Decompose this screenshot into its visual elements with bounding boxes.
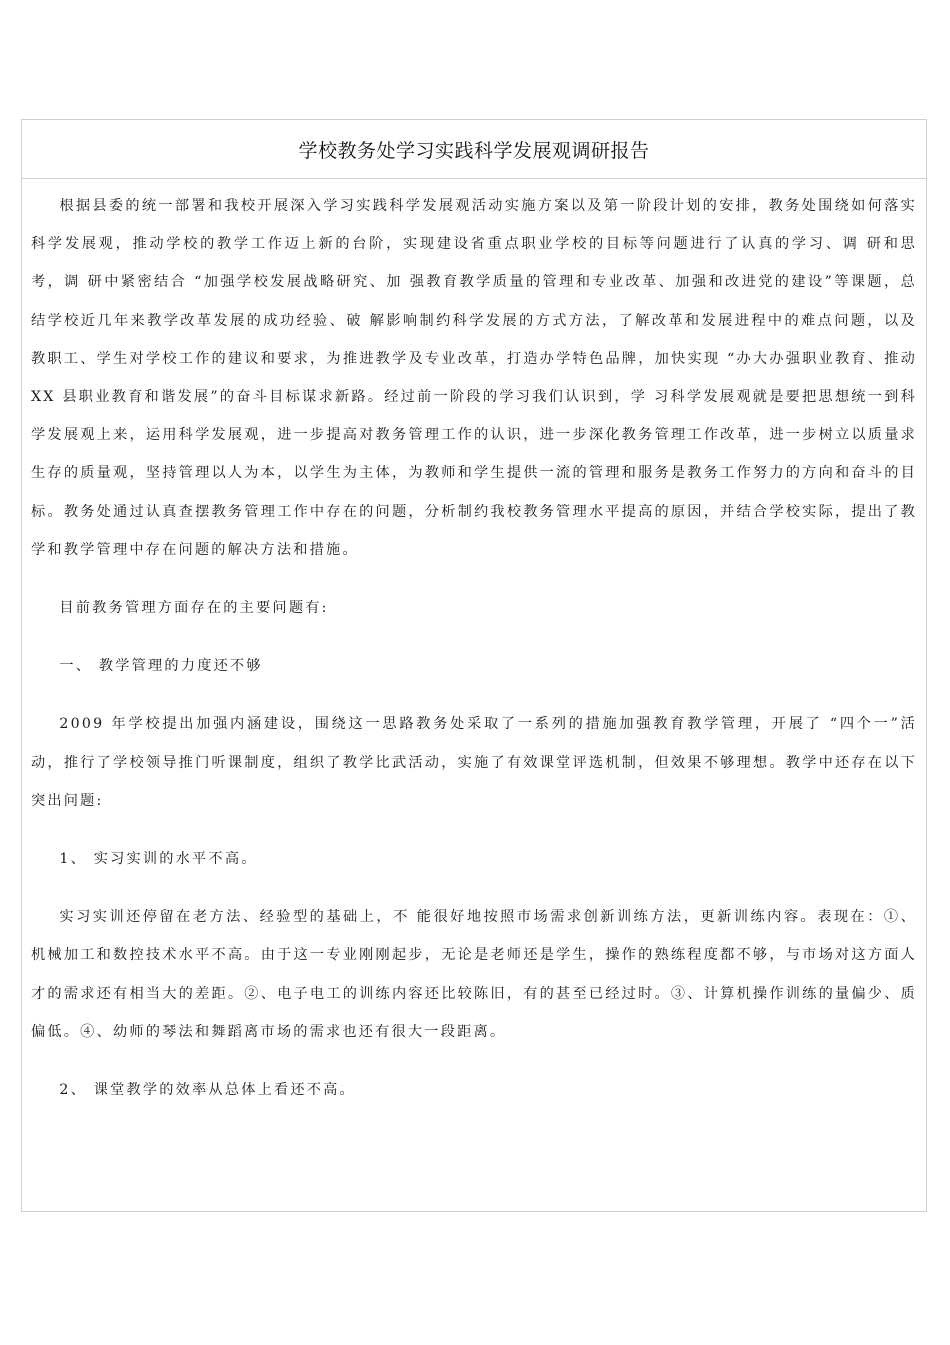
subheading-1: 1、 实习实训的水平不高。 bbox=[59, 851, 258, 868]
paragraph-intro: 根据县委的统一部署和我校开展深入学习实践科学发展观活动实施方案以及第一阶段计划的安排，教务处围绕如何落实科学发展观，推动学校的教学工作迈上新的台阶，实现建设省重点职业学校的目标等问题进行了认真的学习、调 研和思考，调 研中紧密结合 “加强学校发展战略研究、加 强教育教学质量的管理和专业改革、加强和改进党的建设”等课题，总 结学校近几年来教学改革发展的成功经验、破 解影响制约科学发展的方式方法，了解改革和发展进程中的难点问题，以及教职工、学生对学校工作的建议和要求，为推进教学及专业改革，打造办学特色品牌，加快实现 “办大办强职业教育、推动 XX 县职业教育和谐发展”的奋斗目标谋求新路。经过前一阶段的学习我们认识到，学 习科学发展观就是要把思想统一到科学发展观上来，运用科学发展观，进一步提高对教务管理工作的认识，进一步深化教务管理工作改革，进一步树立以质量求生存的质量观，坚持管理以人为本，以学生为主体，为教师和学生提供一流的管理和服务是教务工作努力的方向和奋斗的目标。教务处通过认真查摆教务管理工作中存在的问题，分析制约我校教务管理水平提高的原因，并结合学校实际，提出了教学和教学管理中存在问题的解决方法和措施。 bbox=[31, 198, 917, 558]
section-heading-1: 一、 教学管理的力度还不够 bbox=[59, 658, 263, 675]
paragraph-training: 实习实训还停留在老方法、经验型的基础上，不 能很好地按照市场需求创新训练方法，更新训练内容。表现在：①、机械加工和数控技术水平不高。由于这一专业刚刚起步，无论是老师还是学生，操作的熟练程度都不够，与市场对这方面人才的需求还有相当大的差距。②、电子电工的训练内容还比较陈旧，有的甚至已经过时。③、计算机操作训练的量偏少、质偏低。④、幼师的琴法和舞蹈离市场的需求也还有很大一段距离。 bbox=[31, 909, 917, 1040]
document-title: 学校教务处学习实践科学发展观调研报告 bbox=[298, 139, 650, 162]
subheading-2: 2、 课堂教学的效率从总体上看还不高。 bbox=[59, 1082, 356, 1099]
document-body bbox=[31, 187, 917, 1109]
document-frame bbox=[21, 119, 927, 1212]
paragraph-2009: 2009 年学校提出加强内涵建设，围绕这一思路教务处采取了一系列的措施加强教育教学管理，开展了 “四个一”活动，推行了学校领导推门听课制度，组织了教学比武活动，实施了有效课堂评选机制，但效果不够理想。教学中还存在以下突出问题: bbox=[31, 716, 917, 809]
paragraph-problems-lead: 目前教务管理方面存在的主要问题有: bbox=[59, 600, 329, 617]
title-bar bbox=[22, 120, 926, 179]
